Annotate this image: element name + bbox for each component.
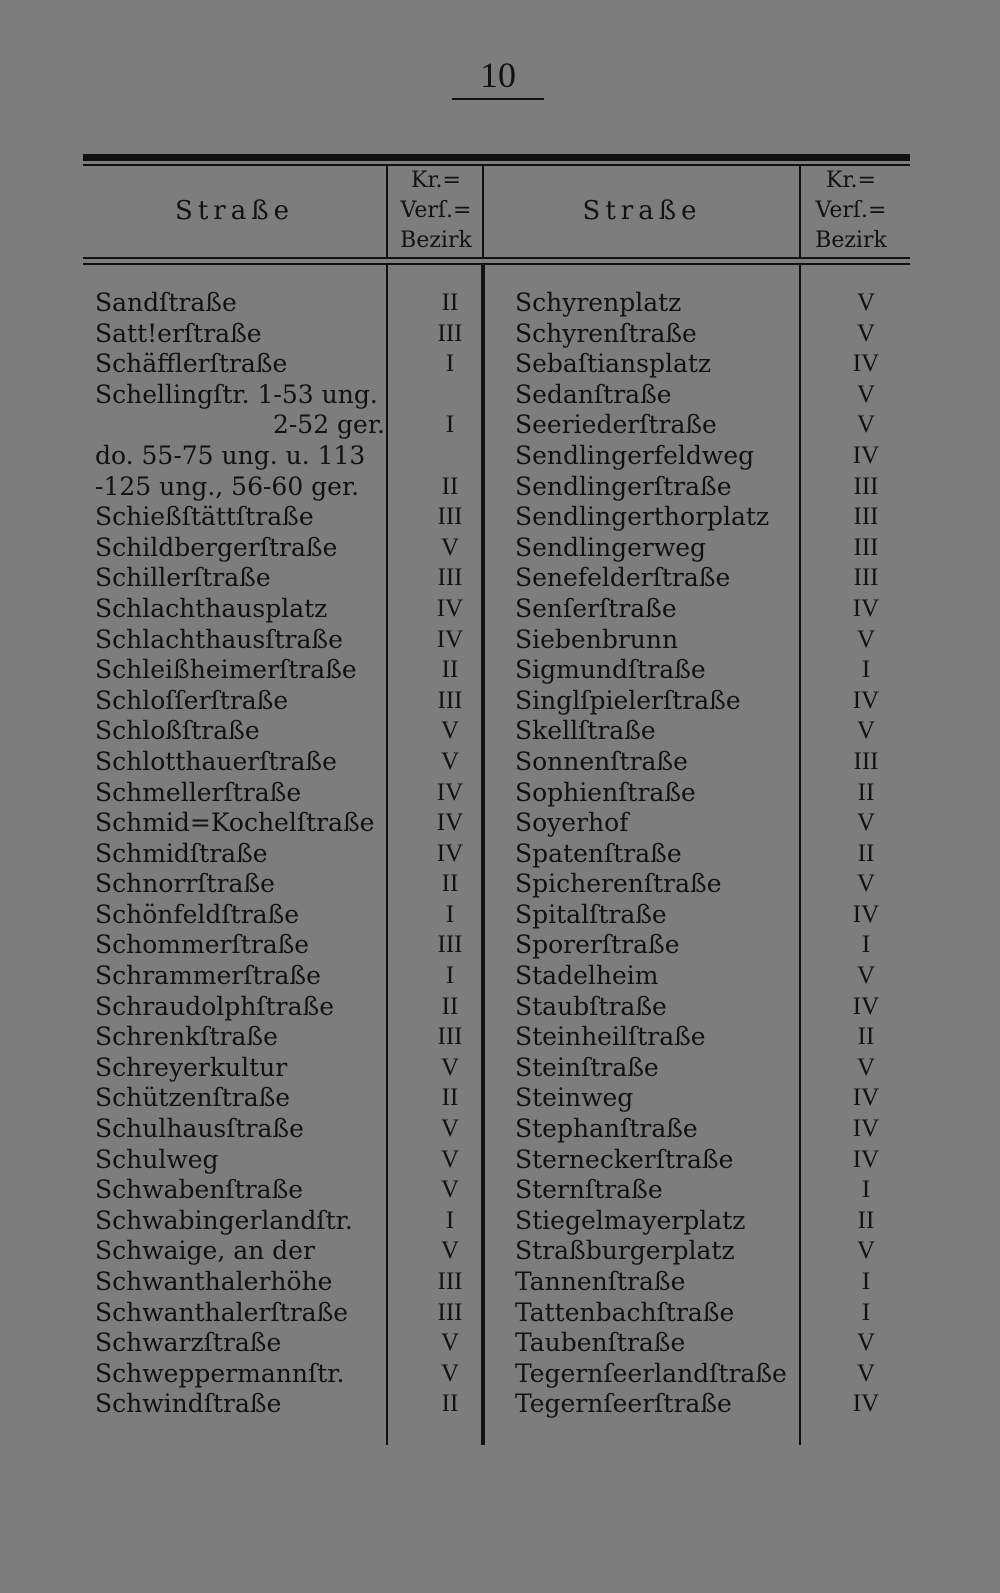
bezirk-value: V: [440, 717, 460, 745]
table-row: [515, 1298, 910, 1329]
street-name: Schraudolphſtraße: [95, 991, 334, 1021]
header-bezirk-line1: Kr.=: [826, 168, 876, 193]
table-row: [515, 747, 910, 778]
table-row: [95, 349, 455, 380]
street-name: Stiegelmayerplatz: [515, 1205, 746, 1235]
street-name: Steinſtraße: [515, 1052, 659, 1082]
street-name: Sternſtraße: [515, 1175, 663, 1205]
street-name: Schießſtättſtraße: [95, 502, 314, 532]
table-row: [95, 471, 459, 503]
table-row: [95, 1175, 460, 1206]
street-name: Schnorrſtraße: [95, 869, 275, 899]
street-name: Stadelheim: [515, 961, 659, 991]
street-name: Staubſtraße: [515, 991, 667, 1021]
street-name: Schäfflerſtraße: [95, 349, 288, 379]
header-bezirk-line2: Verſ.=: [815, 198, 887, 223]
street-name: Spitalſtraße: [515, 899, 667, 929]
street-name: Senſerſtraße: [515, 593, 677, 623]
header-bezirk-left: [388, 166, 484, 256]
bezirk-value: V: [856, 289, 876, 316]
table-row: [515, 1359, 910, 1390]
bezirk-value: V: [856, 625, 876, 653]
table-row: [515, 1175, 910, 1206]
table-row: [95, 532, 460, 564]
table-row: [95, 991, 459, 1023]
table-row: [95, 1267, 463, 1298]
table-row: [95, 1083, 459, 1114]
street-name: Schwarzſtraße: [95, 1328, 282, 1358]
bezirk-value: V: [440, 1359, 460, 1387]
bezirk-value: I: [445, 900, 455, 928]
table-row: [515, 472, 910, 503]
bezirk-value: IV: [852, 350, 880, 378]
table-row: [515, 380, 910, 411]
table-row: [95, 961, 455, 992]
bezirk-value: V: [440, 1329, 460, 1357]
bezirk-value: II: [857, 1023, 875, 1051]
street-name: Schyrenplatz: [515, 288, 682, 317]
table-row: [95, 1114, 460, 1145]
street-name: Schlotthauerſtraße: [95, 746, 337, 776]
table-row: [515, 1114, 910, 1145]
street-name: Taubenſtraße: [515, 1328, 686, 1358]
table-row: [515, 502, 910, 533]
bezirk-value: II: [441, 870, 459, 898]
street-name: Schrenkſtraße: [95, 1022, 278, 1052]
table-row: [95, 624, 464, 656]
bezirk-value: IV: [852, 686, 880, 714]
table-row: [95, 288, 459, 319]
bezirk-value: V: [440, 1115, 460, 1143]
table-row: [515, 349, 910, 380]
bezirk-value: II: [441, 1390, 459, 1418]
bezirk-value: V: [440, 1053, 460, 1081]
table-row: [515, 655, 910, 686]
street-name: Schmidſtraße: [95, 838, 268, 868]
table-row: [95, 1052, 460, 1084]
bezirk-value: IV: [852, 594, 880, 622]
bezirk-value: V: [440, 1176, 460, 1204]
bezirk-value: II: [857, 778, 875, 806]
bezirk-value: I: [445, 411, 455, 439]
street-name: Stephanſtraße: [515, 1114, 698, 1144]
table-row: [515, 1267, 910, 1298]
bezirk-value: IV: [852, 1390, 880, 1418]
table-row: [95, 1328, 460, 1359]
table-row: [95, 380, 395, 411]
table-row: [515, 961, 910, 992]
table-row: [95, 1022, 463, 1053]
table-row: [95, 808, 464, 839]
table-row: [95, 1236, 460, 1267]
bezirk-value: IV: [852, 900, 880, 928]
bezirk-value: III: [437, 931, 463, 959]
bezirk-value: IV: [852, 1084, 880, 1112]
street-name: Spicherenſtraße: [515, 869, 722, 899]
table-row: [515, 930, 910, 961]
street-name: Steinheilſtraße: [515, 1022, 706, 1052]
bezirk-value: III: [437, 1298, 463, 1326]
street-name: Schreyerkultur: [95, 1052, 288, 1082]
bezirk-value: I: [445, 962, 455, 990]
street-name: Sendlingerweg: [515, 532, 707, 562]
bezirk-value: III: [437, 319, 463, 347]
street-name: Sebaſtiansplatz: [515, 349, 712, 379]
bezirk-value: V: [856, 962, 876, 990]
street-name: Sendlingerſtraße: [515, 471, 732, 501]
table-row: [515, 992, 910, 1023]
bezirk-value: II: [441, 289, 459, 316]
table-row: [95, 1358, 460, 1390]
bezirk-value: V: [856, 1053, 876, 1081]
bezirk-value: I: [861, 1268, 871, 1295]
street-name: Tannenſtraße: [515, 1267, 686, 1296]
bezirk-value: IV: [436, 625, 464, 653]
table-row: [515, 410, 910, 441]
bezirk-value: II: [441, 656, 459, 684]
street-name: Schildbergerſtraße: [95, 532, 338, 562]
bezirk-value: V: [856, 411, 876, 439]
street-name: Schillerſtraße: [95, 563, 271, 593]
street-name: Schmellerſtraße: [95, 777, 302, 807]
bezirk-value: IV: [436, 778, 464, 806]
bezirk-value: I: [445, 350, 455, 378]
bezirk-value: V: [856, 809, 876, 837]
street-name: Spatenſtraße: [515, 838, 682, 868]
bezirk-value: V: [440, 1237, 460, 1265]
table-row: [95, 410, 455, 441]
bezirk-value: V: [856, 1329, 876, 1357]
street-name: Siebenbrunn: [515, 624, 679, 654]
bezirk-value: V: [856, 717, 876, 745]
bezirk-value: V: [856, 1359, 876, 1387]
street-name: Soyerhof: [515, 808, 629, 838]
table-row: [95, 318, 463, 350]
street-name: Schleißheimerſtraße: [95, 655, 357, 685]
page-number: 10: [452, 52, 544, 100]
street-name: Skellſtraße: [515, 716, 656, 746]
street-name: do. 55-75 ung. u. 113: [95, 440, 366, 470]
bezirk-value: III: [437, 1023, 463, 1051]
header-bezirk-line1: Kr.=: [411, 168, 461, 193]
street-name: Sterneckerſtraße: [515, 1144, 734, 1174]
bezirk-value: V: [856, 1237, 876, 1265]
table-row: [515, 319, 910, 350]
street-name: Schlachthausplatz: [95, 593, 328, 623]
street-name: Seeriederſtraße: [515, 410, 717, 440]
bezirk-value: III: [853, 747, 879, 775]
street-name: Schwaige, an der: [95, 1236, 315, 1266]
bezirk-value: III: [437, 503, 463, 531]
street-name: Singlſpielerſtraße: [515, 685, 741, 715]
table-row: [95, 655, 459, 686]
bezirk-value: V: [440, 533, 460, 561]
table-row: [515, 1328, 910, 1359]
table-row: [95, 716, 460, 747]
table-row: [515, 563, 910, 594]
bezirk-value: I: [861, 931, 871, 959]
table-row: [95, 746, 460, 778]
bezirk-value: I: [861, 1298, 871, 1326]
header-bezirk-line3: Bezirk: [400, 228, 472, 253]
street-name: Schellingſtr. 1-53 ung.: [95, 379, 378, 409]
street-name: Schwanthalerſtraße: [95, 1297, 349, 1327]
bezirk-value: III: [853, 472, 879, 500]
street-name: Schwabenſtraße: [95, 1175, 304, 1205]
street-name: Schweppermannſtr.: [95, 1358, 345, 1388]
street-name: Schwabingerlandſtr.: [95, 1205, 353, 1235]
bezirk-value: V: [856, 870, 876, 898]
street-name: Sendlingerthorplatz: [515, 502, 770, 532]
bezirk-value: II: [441, 1084, 459, 1112]
street-name: Straßburgerplatz: [515, 1236, 735, 1266]
table-row: [515, 1022, 910, 1053]
bezirk-value: V: [856, 319, 876, 347]
table-row: [95, 593, 464, 625]
bezirk-value: IV: [436, 809, 464, 837]
table-row: [95, 441, 395, 472]
bezirk-value: IV: [852, 992, 880, 1020]
street-name: Sonnenſtraße: [515, 746, 688, 776]
header-bottom-rule-2: [83, 263, 910, 265]
bezirk-value: III: [437, 1268, 463, 1295]
bezirk-value: V: [440, 1145, 460, 1173]
street-name: Sigmundſtraße: [515, 655, 706, 685]
street-name: Schmid=Kochelſtraße: [95, 808, 375, 838]
street-name: Senefelderſtraße: [515, 563, 731, 593]
street-name: Sophienſtraße: [515, 777, 696, 807]
right-column-rows: [515, 288, 910, 1420]
table-row: [95, 563, 463, 594]
table-row: [515, 594, 910, 625]
table-row: [515, 288, 910, 319]
bezirk-value: IV: [436, 839, 464, 867]
bezirk-value: III: [853, 533, 879, 561]
table-row: [515, 778, 910, 809]
street-name: Sendlingerfeldweg: [515, 440, 755, 470]
table-row: [515, 808, 910, 839]
street-name: Schlachthausſtraße: [95, 624, 343, 654]
header-bottom-rule: [83, 257, 910, 259]
street-name: Schützenſtraße: [95, 1083, 291, 1113]
table-top-rule: [83, 154, 910, 161]
bezirk-value: I: [861, 656, 871, 684]
header-bezirk-right: [801, 166, 901, 256]
table-row: [95, 869, 459, 900]
table-row: [515, 533, 910, 564]
table-row: [515, 1053, 910, 1084]
table-top-rule-thin: [83, 164, 910, 166]
bezirk-value: IV: [852, 1115, 880, 1143]
street-name: Tattenbachſtraße: [515, 1297, 735, 1327]
bezirk-value: IV: [852, 1145, 880, 1173]
bezirk-value: V: [856, 380, 876, 408]
table-row: [95, 502, 463, 533]
table-row: [515, 441, 910, 472]
street-name: -125 ung., 56-60 ger.: [95, 471, 360, 501]
bezirk-value: IV: [436, 594, 464, 622]
table-row: [95, 930, 463, 961]
table-row: [515, 900, 910, 931]
street-name: Schwindſtraße: [95, 1389, 282, 1419]
bezirk-value: III: [853, 564, 879, 592]
bezirk-value: V: [440, 747, 460, 775]
header-street-right: Straße: [582, 196, 702, 226]
street-name: Schloßſtraße: [95, 716, 260, 746]
header-street-left: Straße: [175, 196, 294, 226]
table-row: [515, 1236, 910, 1267]
table-row: [515, 716, 910, 747]
bezirk-value: III: [853, 503, 879, 531]
table-row: [95, 777, 464, 809]
street-name: Schönfeldſtraße: [95, 899, 300, 929]
header-bezirk-line2: Verſ.=: [400, 198, 472, 223]
street-name: Schyrenſtraße: [515, 318, 697, 348]
street-name: Schloſſerſtraße: [95, 685, 289, 715]
bezirk-value: III: [437, 564, 463, 592]
table-row: [95, 1297, 463, 1329]
bezirk-value: IV: [852, 441, 880, 469]
street-name: Sedanſtraße: [515, 379, 672, 409]
street-name: 2-52 ger.: [272, 410, 385, 440]
table-row: [95, 899, 455, 931]
bezirk-value: III: [437, 686, 463, 714]
street-name: Schulhausſtraße: [95, 1114, 304, 1144]
street-name: Sandſtraße: [95, 288, 237, 317]
street-name: Schwanthalerhöhe: [95, 1267, 333, 1296]
table-row: [515, 1145, 910, 1176]
street-name: Sporerſtraße: [515, 930, 680, 960]
table-row: [515, 1389, 910, 1420]
table-row: [95, 1205, 455, 1237]
bezirk-value: I: [445, 1206, 455, 1234]
street-name: Schulweg: [95, 1144, 219, 1174]
bezirk-value: I: [861, 1176, 871, 1204]
table-row: [95, 1144, 460, 1176]
street-name: Steinweg: [515, 1083, 634, 1113]
street-name: Satt!erſtraße: [95, 318, 262, 348]
street-name: Schommerſtraße: [95, 930, 310, 960]
bezirk-value: II: [441, 992, 459, 1020]
bezirk-value: II: [441, 472, 459, 500]
bezirk-value: II: [857, 839, 875, 867]
table-row: [95, 685, 463, 717]
table-row: [515, 686, 910, 717]
table-row: [95, 1389, 459, 1420]
bezirk-value: II: [857, 1206, 875, 1234]
street-name: Tegernſeerlandſtraße: [515, 1358, 787, 1388]
table-row: [515, 839, 910, 870]
table-row: [95, 838, 464, 870]
table-row: [515, 1083, 910, 1114]
table-row: [515, 869, 910, 900]
table-row: [515, 625, 910, 656]
header-bezirk-line3: Bezirk: [815, 228, 887, 253]
table-row: [515, 1206, 910, 1237]
street-name: Schrammerſtraße: [95, 961, 321, 991]
left-column-rows: [95, 288, 464, 1420]
street-name: Tegernſeerſtraße: [515, 1389, 732, 1419]
